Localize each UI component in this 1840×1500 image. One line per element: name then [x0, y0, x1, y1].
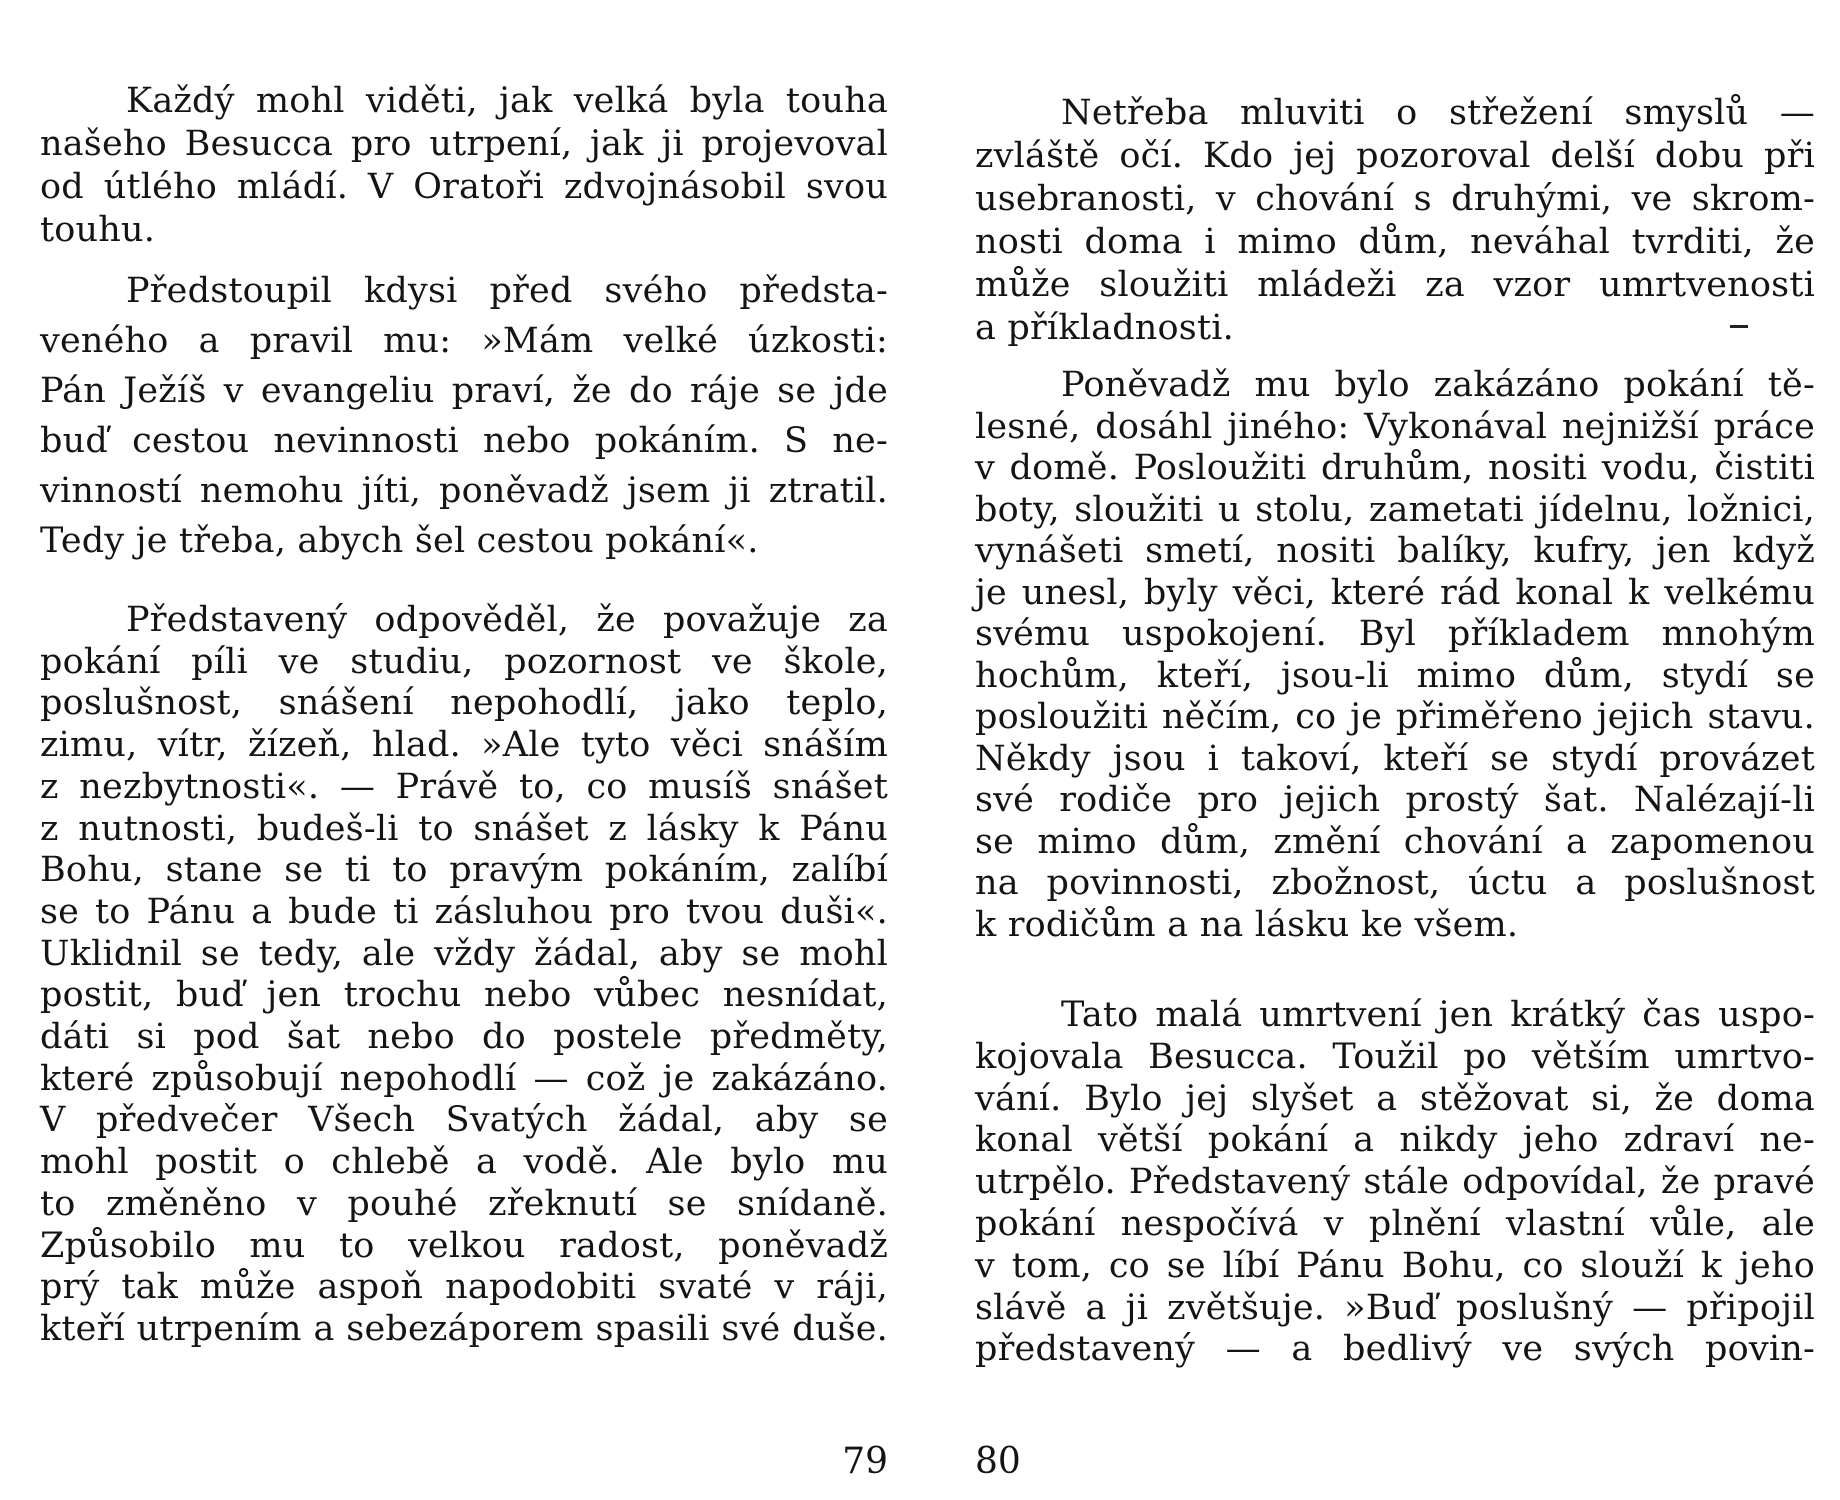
- text-line: poslušnost, snášení nepohodlí, jako teplo,: [40, 683, 888, 724]
- text-line: V předvečer Všech Svatých žádal, aby se: [40, 1100, 888, 1141]
- text-line: posloužiti něčím, co je přiměřeno jejich stavu.: [975, 697, 1815, 737]
- text-line: v domě. Posloužiti druhům, nositi vodu, čistiti: [975, 448, 1815, 488]
- text-line: nosti doma i mimo dům, neváhal tvrditi, že: [975, 222, 1815, 262]
- text-line: slávě a ji zvětšuje. »Buď poslušný — připojil: [975, 1287, 1815, 1328]
- text-line: veného a pravil mu: »Mám velké úzkosti:: [40, 321, 888, 361]
- text-line: vání. Bylo jej slyšet a stěžovat si, že doma: [975, 1078, 1815, 1119]
- text-line: Někdy jsou i takoví, kteří se stydí provázet: [975, 738, 1815, 779]
- page-number: 80: [975, 1441, 1021, 1482]
- text-line: dáti si pod šat nebo do postele předměty,: [40, 1017, 888, 1058]
- text-line: touhu.: [40, 210, 156, 250]
- text-line-start: Předstoupil kdysi před svého předsta-: [126, 271, 888, 311]
- text-line: utrpělo. Představený stále odpovídal, že pravé: [975, 1162, 1815, 1203]
- text-line: Způsobilo mu to velkou radost, poněvadž: [40, 1225, 888, 1266]
- text-line: představený — a bedlivý ve svých povin-: [975, 1329, 1815, 1370]
- text-line: buď cestou nevinnosti nebo pokáním. S ne-: [40, 421, 888, 461]
- paragraph: [40, 266, 888, 566]
- left-page: [40, 0, 888, 1500]
- text-line: z nezbytnosti«. — Právě to, co musíš snášet: [40, 766, 888, 807]
- text-line: pokání nespočívá v plnění vlastní vůle, ale: [975, 1203, 1815, 1244]
- paragraph: [40, 600, 888, 1351]
- text-line: prý tak může aspoň napodobiti svaté v ráji,: [40, 1267, 888, 1308]
- text-line: Každý mohl viděti, jak velká byla touha: [126, 81, 888, 121]
- print-mark: [1730, 325, 1748, 328]
- paragraph: [975, 365, 1815, 946]
- text-line: Netřeba mluviti o střežení smyslů —: [1061, 93, 1815, 133]
- text-line: mohl postit o chlebě a vodě. Ale bylo mu: [40, 1142, 888, 1183]
- text-line: může sloužiti mládeži za vzor umrtvenosti: [975, 265, 1815, 305]
- paragraph: [975, 995, 1815, 1371]
- text-line: na povinnosti, zbožnost, úctu a poslušnost: [975, 863, 1815, 903]
- text-line: usebranosti, v chování s druhými, ve skrom-: [975, 179, 1815, 219]
- text-line: postit, buď jen trochu nebo vůbec nesnídat,: [40, 975, 888, 1016]
- text-line: našeho Besucca pro utrpení, jak ji projevoval: [40, 124, 888, 164]
- text-line: je unesl, byly věci, které rád konal k velkému: [975, 572, 1815, 613]
- text-line: pokání píli ve studiu, pozornost ve škole,: [40, 641, 888, 682]
- text-line: se to Pánu a bude ti zásluhou pro tvou duši«.: [40, 891, 888, 932]
- text-line: k rodičům a na lásku ke všem.: [975, 904, 1519, 945]
- text-line: hochům, kteří, jsou-li mimo dům, stydí se: [975, 655, 1815, 696]
- paragraph: [40, 80, 888, 252]
- text-line: a příkladnosti.: [975, 308, 1234, 348]
- right-page: [975, 0, 1815, 1500]
- text-line: Pán Ježíš v evangeliu praví, že do ráje se jde: [40, 371, 888, 411]
- paragraph: [975, 92, 1815, 350]
- text-line: Tato malá umrtvení jen krátký čas uspo-: [1061, 995, 1815, 1035]
- text-line: to změněno v pouhé zřeknutí se snídaně.: [40, 1183, 888, 1224]
- text-line: lesné, dosáhl jiného: Vykonával nejnižší práce: [975, 406, 1815, 447]
- text-line: Bohu, stane se ti to pravým pokáním, zalíbí: [40, 850, 888, 891]
- text-line: v tom, co se líbí Pánu Bohu, co slouží k jeho: [975, 1245, 1815, 1286]
- text-line: Uklidnil se tedy, ale vždy žádal, aby se mohl: [40, 933, 888, 974]
- text-line: vynášeti smetí, nositi balíky, kufry, jen když: [975, 531, 1815, 571]
- page-number: 79: [842, 1441, 888, 1482]
- text-line: zvláště očí. Kdo jej pozoroval delší dobu při: [975, 136, 1815, 176]
- text-line: které způsobují nepohodlí — což je zakázáno.: [40, 1058, 888, 1099]
- text-line: svému uspokojení. Byl příkladem mnohým: [975, 614, 1815, 654]
- text-line: Tedy je třeba, abych šel cestou pokání«.: [40, 521, 759, 561]
- text-line: z nutnosti, budeš-li to snášet z lásky k Pánu: [40, 808, 888, 849]
- text-line: kojovala Besucca. Toužil po větším umrtvo-: [975, 1036, 1815, 1077]
- text-line: Představený odpověděl, že považuje za: [126, 600, 888, 640]
- text-line: konal větší pokání a nikdy jeho zdraví ne-: [975, 1120, 1815, 1161]
- text-line: od útlého mládí. V Oratoři zdvojnásobil svou: [40, 167, 888, 207]
- text-line: vinností nemohu jíti, poněvadž jsem ji ztratil.: [40, 471, 888, 511]
- text-line: se mimo dům, změní chování a zapomenou: [975, 821, 1815, 862]
- text-line: Poněvadž mu bylo zakázáno pokání tě-: [1061, 365, 1815, 405]
- text-line: zimu, vítr, žízeň, hlad. »Ale tyto věci snáším: [40, 725, 888, 766]
- text-line: kteří utrpením a sebezáporem spasili své duše.: [40, 1308, 888, 1349]
- text-line: boty, sloužiti u stolu, zametati jídelnu, ložnici,: [975, 489, 1815, 530]
- text-line: své rodiče pro jejich prostý šat. Nalézají-li: [975, 780, 1815, 820]
